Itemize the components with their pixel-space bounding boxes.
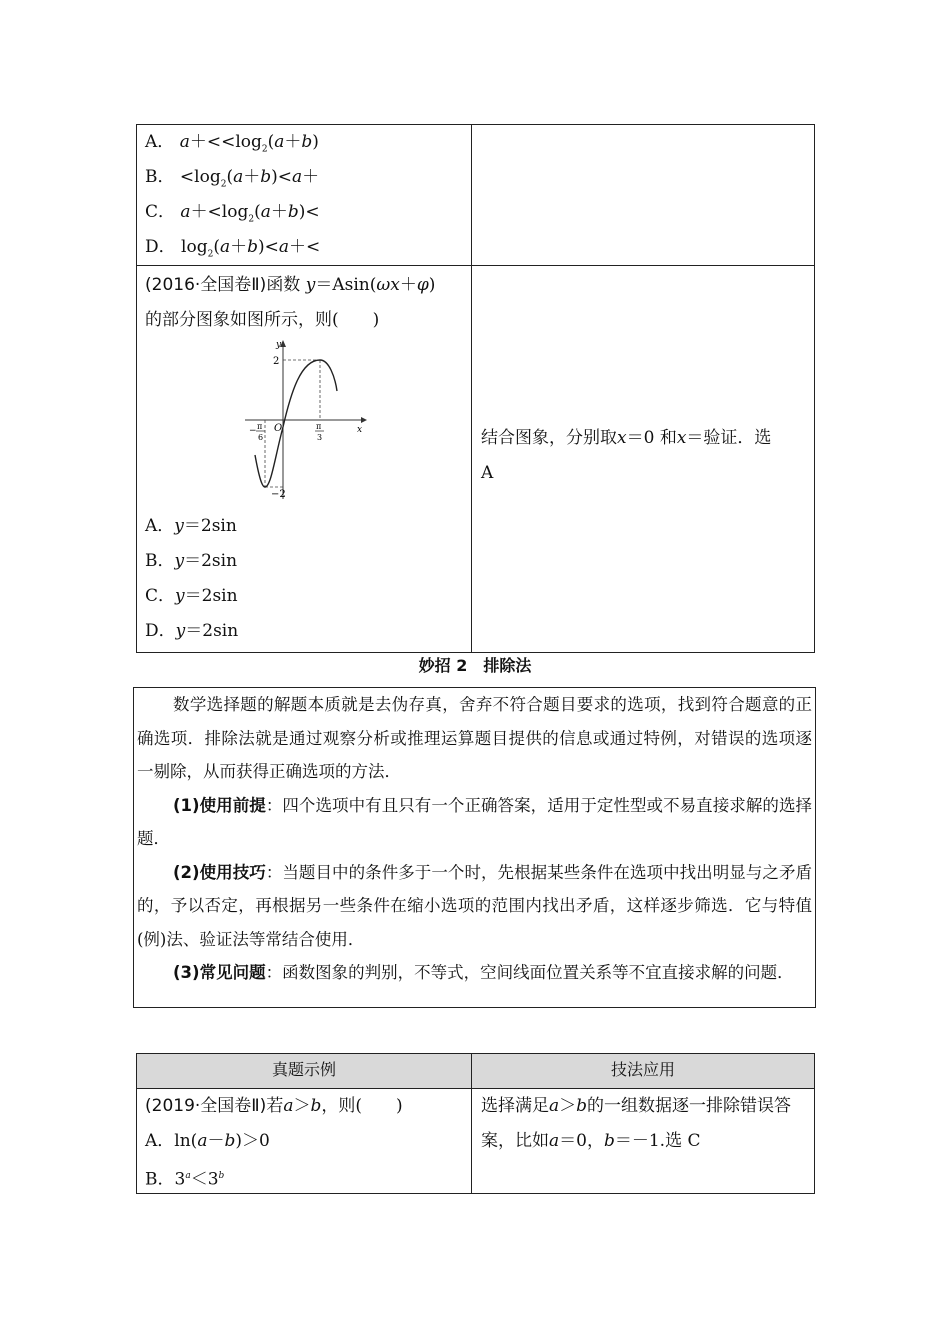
method-description-box [133, 687, 816, 1008]
neg-tick-sign: − [249, 426, 257, 436]
row-divider [137, 265, 814, 266]
header-examples: 真题示例 [271, 1060, 336, 1079]
q2-option-d: D．y＝2sin [145, 621, 239, 641]
x-axis-label: x [357, 425, 363, 435]
section-title: 妙招 2 排除法 [418, 656, 532, 675]
origin-label: O [274, 423, 283, 434]
example-table-1 [136, 124, 815, 653]
pos-tick-denominator: 3 [317, 433, 323, 442]
y-max-label: 2 [273, 356, 280, 367]
common-problems-paragraph: (3)常见问题：函数图象的判别，不等式，空间线面位置关系等不宜直接求解的问题． [173, 963, 794, 982]
y-min-label: −2 [271, 489, 286, 500]
technique-paragraph: (2)使用技巧：当题目中的条件多于一个时，先根据某些条件在选项中找出明显与之矛盾的，予以否定，再根据另一些条件在缩小选项的范围内找出矛盾，这样逐步筛选．它与特值(例)法、验证法等常结合使用． [137, 862, 812, 949]
sine-graph [243, 337, 371, 505]
premise-paragraph: (1)使用前提：四个选项中有且只有一个正确答案，适用于定性型或不易直接求解的选择题． [137, 795, 812, 848]
q2-option-b: B．y＝2sin [145, 551, 238, 571]
q2-stem: (2016·全国卷Ⅱ)函数 y＝Asin(ωx＋φ) 的部分图象如图所示，则( ) [145, 275, 436, 330]
q2-option-c: C．y＝2sin [145, 586, 238, 606]
header-application: 技法应用 [610, 1060, 675, 1079]
q2-option-a: A．y＝2sin [145, 516, 237, 536]
q2-answer: 结合图象，分别取x＝0 和x＝验证．选 A [481, 428, 772, 483]
y-axis-label: y [276, 340, 282, 350]
pos-tick-numerator: π [316, 422, 322, 431]
q1-option-d: D． $\log_2(a+b)<a+<$ [145, 237, 321, 260]
q1-option-b: B． $<\log_2(a+b)<a+$ [145, 167, 320, 190]
intro-paragraph: 数学选择题的解题本质就是去伪存真，舍弃不符合题目要求的选项，找到符合题意的正确选项．排除法就是通过观察分析或推理运算题目提供的信息或通过特例，对错误的选项逐一剔除，从而获得正确选项的方法． [137, 695, 812, 781]
neg-tick-numerator: π [257, 422, 263, 431]
neg-tick-denominator: 6 [258, 433, 264, 442]
q1-option-a: A． $a+<<\log_2(a+b)$ [145, 132, 319, 155]
t2-question: (2019·全国卷Ⅱ)若a＞b，则( ) A．ln(a－b)＞0 B．$3^a<3^b$ [145, 1096, 403, 1190]
example-table-2 [136, 1053, 815, 1194]
t2-answer: 选择满足a＞b的一组数据逐一排除错误答案，比如a＝0，b＝－1.选 C [481, 1096, 792, 1151]
x-axis-arrow [361, 417, 367, 423]
sine-curve [255, 360, 337, 487]
column-divider [471, 125, 472, 652]
q1-option-c: C． $a+<\log_2(a+b)<$ [145, 202, 320, 225]
